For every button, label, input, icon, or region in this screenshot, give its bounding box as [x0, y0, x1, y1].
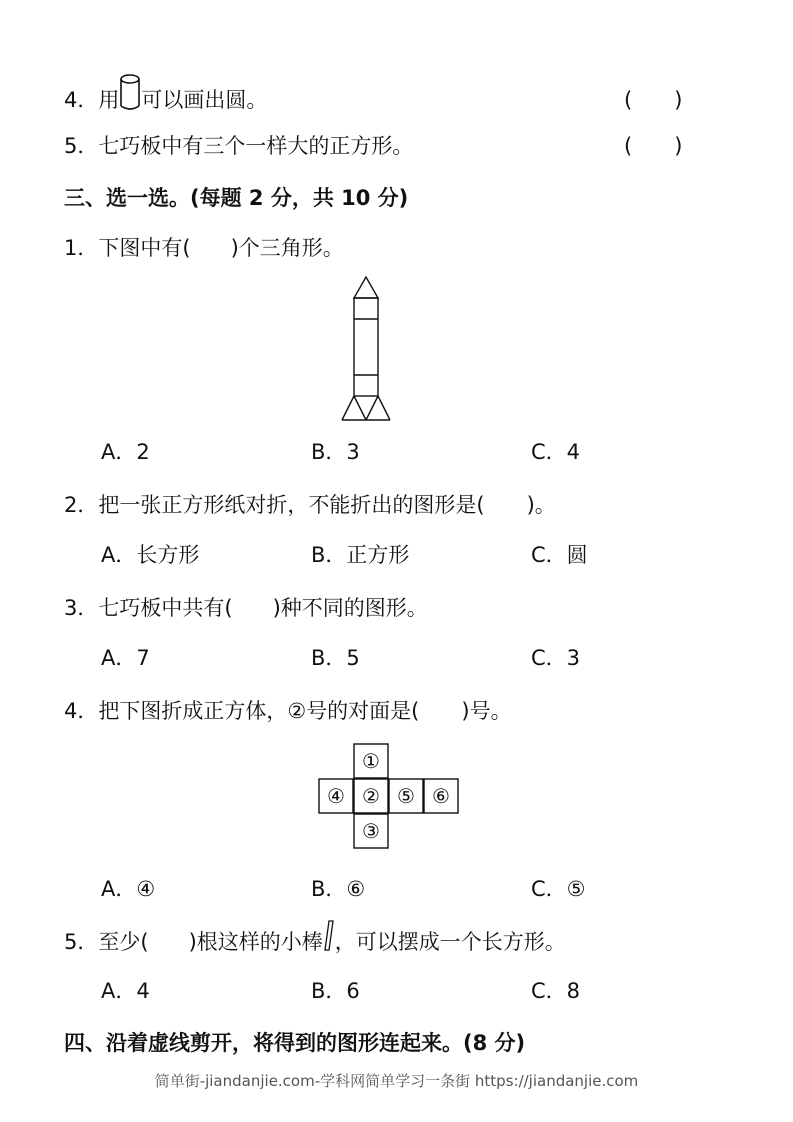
q2-option-b[interactable]: B．正方形: [311, 543, 410, 567]
q1-option-a[interactable]: A．2: [101, 440, 150, 464]
q3-option-b[interactable]: B．5: [311, 646, 360, 670]
q3-option-c[interactable]: C．3: [531, 646, 581, 670]
q1-option-c[interactable]: C．4: [531, 440, 581, 464]
question-2: 2．把一张正方形纸对折，不能折出的图形是( )。: [64, 493, 556, 517]
q5-option-b[interactable]: B．6: [311, 979, 360, 1003]
rocket-figure: [338, 274, 394, 424]
net-face-row-4: ⑥: [432, 784, 450, 808]
q4-option-c[interactable]: C．⑤: [531, 877, 586, 901]
footer-watermark: 简单街-jiandanjie.com-学科网简单学习一条街 https://jiandanjie.com: [154, 1072, 639, 1090]
q5-option-c[interactable]: C．8: [531, 979, 581, 1003]
cylinder-icon: [119, 74, 141, 112]
stick-icon: [323, 920, 335, 952]
q3-option-a[interactable]: A．7: [101, 646, 150, 670]
q4-option-b[interactable]: B．⑥: [311, 877, 366, 901]
cube-net-figure: [318, 743, 460, 851]
q5-option-a[interactable]: A．4: [101, 979, 150, 1003]
section-3-title: 三、选一选。(每题 2 分，共 10 分): [64, 186, 409, 210]
judge-item-5: 5．七巧板中有三个一样大的正方形。: [64, 134, 414, 158]
net-face-bottom: ③: [362, 819, 380, 843]
question-1: 1．下图中有( )个三角形。: [64, 236, 344, 260]
net-face-row-3: ⑤: [397, 784, 415, 808]
question-5: 5．至少( )根这样的小棒 ，可以摆成一个长方形。: [64, 928, 566, 956]
judge-item-4: 4．用 可以画出圆。: [64, 86, 267, 114]
q4-option-a[interactable]: A．④: [101, 877, 156, 901]
q2-option-a[interactable]: A．长方形: [101, 543, 200, 567]
net-face-top: ①: [362, 749, 380, 773]
question-3: 3．七巧板中共有( )种不同的图形。: [64, 596, 428, 620]
question-4: 4．把下图折成正方体，②号的对面是( )号。: [64, 699, 512, 723]
answer-paren-4[interactable]: ( ): [624, 88, 683, 112]
q1-option-b[interactable]: B．3: [311, 440, 360, 464]
q2-option-c[interactable]: C．圆: [531, 543, 588, 567]
net-face-row-1: ④: [327, 784, 345, 808]
section-4-title: 四、沿着虚线剪开，将得到的图形连起来。(8 分): [64, 1031, 526, 1055]
net-face-row-2: ②: [362, 784, 380, 808]
answer-paren-5[interactable]: ( ): [624, 134, 683, 158]
